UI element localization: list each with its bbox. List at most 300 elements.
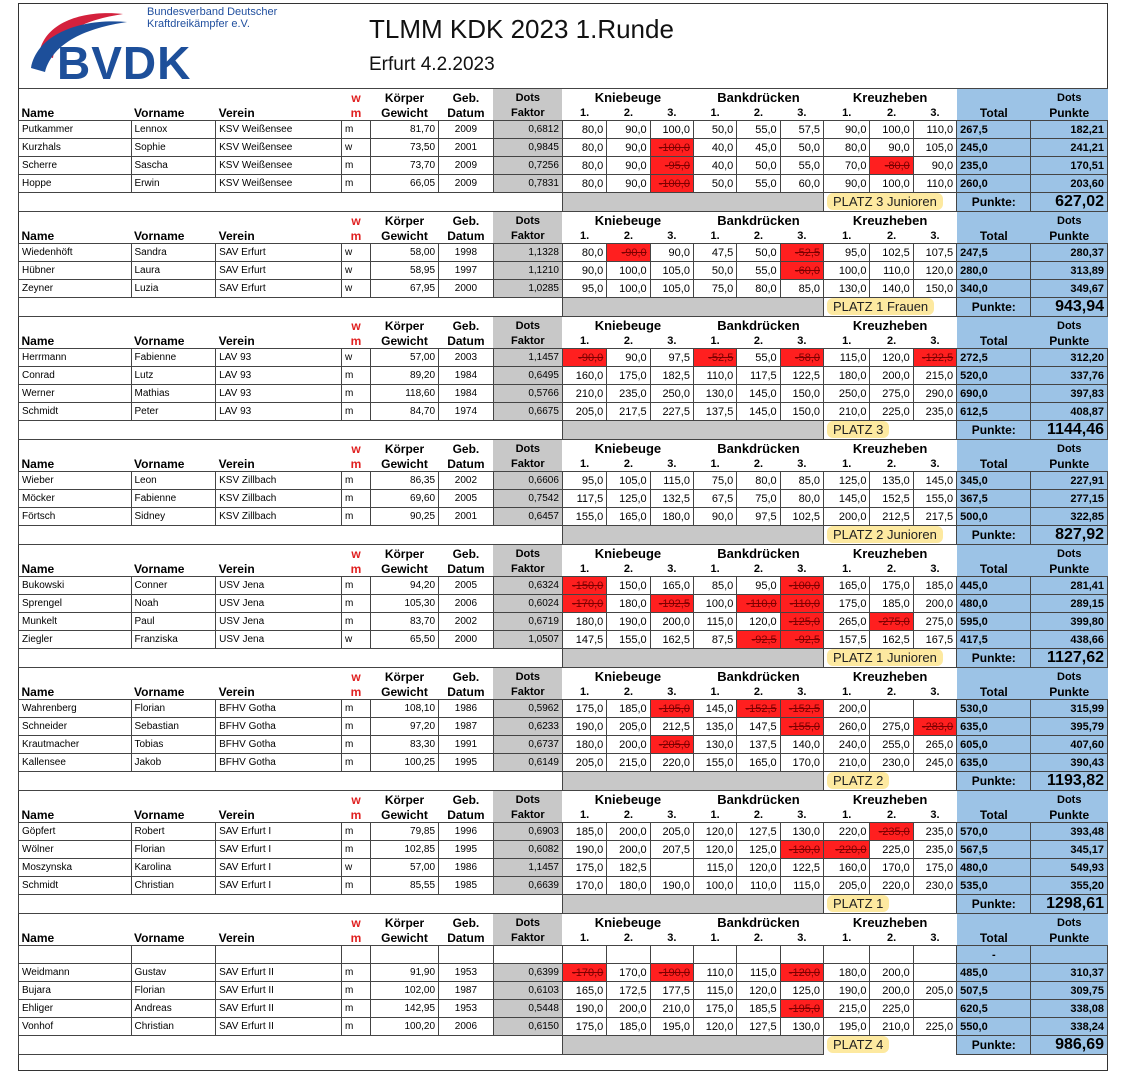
header-row xyxy=(19,791,1108,809)
lift-cell: 175,0 xyxy=(607,367,650,385)
lift-cell xyxy=(870,700,913,718)
athlete-vorname: Peter xyxy=(131,403,216,421)
athlete-verein: USV Jena xyxy=(216,613,342,631)
athlete-gewicht: 85,55 xyxy=(370,877,438,895)
punkte-cell: 313,89 xyxy=(1031,262,1108,280)
total-cell: 345,0 xyxy=(957,472,1031,490)
lift-cell: 185,0 xyxy=(607,1018,650,1036)
athlete-verein: KSV Weißensee xyxy=(216,157,342,175)
header-koerper: Körper xyxy=(370,791,438,809)
athlete-row xyxy=(19,175,1108,193)
athlete-wm: w xyxy=(342,262,371,280)
lift-cell: 275,0 xyxy=(870,718,913,736)
header-wm-w: w xyxy=(342,212,371,230)
summary-blank xyxy=(19,1036,563,1055)
failed-lift-cell: -190,0 xyxy=(650,964,693,982)
header-kniebeuge: Kniebeuge xyxy=(562,545,693,563)
placement-cell xyxy=(824,649,957,668)
header-wm-w: w xyxy=(342,317,371,335)
lift-cell: 115,0 xyxy=(780,877,823,895)
lift-cell: 190,0 xyxy=(562,1000,606,1018)
athlete-gewicht: 86,35 xyxy=(370,472,438,490)
athlete-faktor: 1,1457 xyxy=(493,859,562,877)
failed-lift-cell: -283,0 xyxy=(913,718,956,736)
athlete-verein: KSV Weißensee xyxy=(216,121,342,139)
lift-cell: 105,0 xyxy=(607,472,650,490)
header-attempt: 3. xyxy=(780,106,823,121)
header-datum: Datum xyxy=(439,334,494,349)
athlete-row xyxy=(19,1018,1108,1036)
lift-cell: 130,0 xyxy=(780,1018,823,1036)
total-cell: 272,5 xyxy=(957,349,1031,367)
lift-cell: 120,0 xyxy=(693,1018,736,1036)
athlete-row xyxy=(19,139,1108,157)
lift-cell: 75,0 xyxy=(693,472,736,490)
lift-cell: 100,0 xyxy=(693,595,736,613)
blank-cell xyxy=(737,946,780,964)
lift-cell: 230,0 xyxy=(913,877,956,895)
athlete-faktor: 0,5448 xyxy=(493,1000,562,1018)
lift-cell: 180,0 xyxy=(824,367,870,385)
blank-cell xyxy=(607,946,650,964)
athlete-vorname: Florian xyxy=(131,982,216,1000)
athlete-verein: SAV Erfurt xyxy=(216,262,342,280)
header-attempt: 3. xyxy=(780,229,823,244)
lift-cell: 155,0 xyxy=(913,490,956,508)
lift-cell: 200,0 xyxy=(607,736,650,754)
team-points: 827,92 xyxy=(1031,526,1108,545)
lift-cell: 170,0 xyxy=(870,859,913,877)
team-points: 1127,62 xyxy=(1031,649,1108,668)
athlete-vorname: Sascha xyxy=(131,157,216,175)
lift-cell: 175,0 xyxy=(870,577,913,595)
lift-cell: 185,5 xyxy=(737,1000,780,1018)
athlete-name: Göpfert xyxy=(19,823,132,841)
athlete-gewicht: 102,85 xyxy=(370,841,438,859)
total-cell: 480,0 xyxy=(957,595,1031,613)
header-koerper: Körper xyxy=(370,440,438,458)
punkte-cell: 338,08 xyxy=(1031,1000,1108,1018)
athlete-faktor: 0,6024 xyxy=(493,595,562,613)
athlete-row xyxy=(19,877,1108,895)
lift-cell: 210,0 xyxy=(562,385,606,403)
header-attempt: 1. xyxy=(562,931,606,946)
athlete-vorname: Noah xyxy=(131,595,216,613)
lift-cell: 235,0 xyxy=(913,841,956,859)
failed-lift-cell: -90,0 xyxy=(607,244,650,262)
header-attempt: 2. xyxy=(737,229,780,244)
lift-cell: 67,5 xyxy=(693,490,736,508)
header-blank xyxy=(957,440,1031,458)
lift-cell: 260,0 xyxy=(824,718,870,736)
lift-cell: 80,0 xyxy=(824,139,870,157)
header-attempt: 2. xyxy=(870,457,913,472)
header-attempt: 1. xyxy=(562,808,606,823)
punkte-cell: 349,67 xyxy=(1031,280,1108,298)
lift-cell: 180,0 xyxy=(824,964,870,982)
lift-cell: 157,5 xyxy=(824,631,870,649)
lift-cell: 80,0 xyxy=(737,280,780,298)
lift-cell: 185,0 xyxy=(607,700,650,718)
lift-cell: 175,0 xyxy=(693,1000,736,1018)
header-dots: Dots xyxy=(493,791,562,809)
sheet-header xyxy=(19,4,1107,88)
blank-cell xyxy=(870,946,913,964)
lift-cell: 265,0 xyxy=(824,613,870,631)
team-summary-row xyxy=(19,298,1108,317)
lift-cell: 117,5 xyxy=(562,490,606,508)
failed-lift-cell: -58,0 xyxy=(780,349,823,367)
athlete-row xyxy=(19,1000,1108,1018)
athlete-wm: m xyxy=(342,508,371,526)
punkte-cell: 438,66 xyxy=(1031,631,1108,649)
athlete-verein: SAV Erfurt I xyxy=(216,841,342,859)
lift-cell: 55,0 xyxy=(737,349,780,367)
lift-cell: 200,0 xyxy=(650,613,693,631)
header-punkte: Punkte xyxy=(1031,562,1108,577)
failed-lift-cell: -220,0 xyxy=(824,841,870,859)
athlete-faktor: 0,6675 xyxy=(493,403,562,421)
failed-lift-cell: -170,0 xyxy=(562,595,606,613)
lift-cell: 230,0 xyxy=(870,754,913,772)
athlete-faktor: 0,9845 xyxy=(493,139,562,157)
lift-cell: 175,0 xyxy=(824,595,870,613)
failed-lift-cell: -195,0 xyxy=(650,700,693,718)
header-dots: Dots xyxy=(1031,914,1108,932)
lift-cell: 185,0 xyxy=(562,823,606,841)
header-wm-w: w xyxy=(342,89,371,107)
total-cell: 690,0 xyxy=(957,385,1031,403)
header-verein: Verein xyxy=(216,106,342,121)
summary-gray xyxy=(562,649,823,668)
header-punkte: Punkte xyxy=(1031,229,1108,244)
lift-cell: 47,5 xyxy=(693,244,736,262)
athlete-vorname: Florian xyxy=(131,841,216,859)
header-blank xyxy=(131,89,216,107)
lift-cell: 100,0 xyxy=(870,175,913,193)
athlete-verein: SAV Erfurt I xyxy=(216,877,342,895)
athlete-wm: m xyxy=(342,964,371,982)
athlete-name: Wölner xyxy=(19,841,132,859)
lift-cell: 95,0 xyxy=(737,577,780,595)
header-row xyxy=(19,931,1108,946)
header-attempt: 2. xyxy=(607,457,650,472)
lift-cell: 225,0 xyxy=(870,403,913,421)
lift-cell: 120,0 xyxy=(737,859,780,877)
lift-cell: 95,0 xyxy=(562,280,606,298)
header-kreuzheben: Kreuzheben xyxy=(824,317,957,335)
total-cell: 267,5 xyxy=(957,121,1031,139)
placement-cell xyxy=(824,298,957,317)
athlete-wm: w xyxy=(342,859,371,877)
header-datum: Datum xyxy=(439,808,494,823)
header-punkte: Punkte xyxy=(1031,808,1108,823)
failed-lift-cell: -95,0 xyxy=(650,157,693,175)
header-wm-m: m xyxy=(342,931,371,946)
header-attempt: 3. xyxy=(913,334,956,349)
lift-cell: 162,5 xyxy=(650,631,693,649)
header-blank xyxy=(216,791,342,809)
athlete-name: Ziegler xyxy=(19,631,132,649)
header-attempt: 1. xyxy=(562,106,606,121)
lift-cell: 80,0 xyxy=(562,244,606,262)
lift-cell: 140,0 xyxy=(780,736,823,754)
lift-cell: 90,0 xyxy=(607,175,650,193)
punkte-cell: 280,37 xyxy=(1031,244,1108,262)
lift-cell: 180,0 xyxy=(607,877,650,895)
header-blank xyxy=(957,89,1031,107)
athlete-vorname: Christian xyxy=(131,1018,216,1036)
lift-cell: 210,0 xyxy=(650,1000,693,1018)
header-blank xyxy=(216,89,342,107)
header-blank xyxy=(957,317,1031,335)
athlete-verein: KSV Zillbach xyxy=(216,508,342,526)
athlete-vorname: Leon xyxy=(131,472,216,490)
failed-lift-cell: -205,0 xyxy=(650,736,693,754)
athlete-row xyxy=(19,700,1108,718)
punkte-cell: 355,20 xyxy=(1031,877,1108,895)
summary-gray xyxy=(562,193,823,212)
header-attempt: 3. xyxy=(780,457,823,472)
lift-cell: 90,0 xyxy=(824,121,870,139)
athlete-vorname: Luzia xyxy=(131,280,216,298)
failed-lift-cell: -155,0 xyxy=(780,718,823,736)
athlete-name: Zeyner xyxy=(19,280,132,298)
lift-cell: 75,0 xyxy=(737,490,780,508)
header-total: Total xyxy=(957,562,1031,577)
header-total: Total xyxy=(957,334,1031,349)
header-punkte: Punkte xyxy=(1031,106,1108,121)
header-datum: Datum xyxy=(439,562,494,577)
header-name: Name xyxy=(19,562,132,577)
lift-cell xyxy=(650,859,693,877)
header-row xyxy=(19,212,1108,230)
header-attempt: 2. xyxy=(607,808,650,823)
failed-lift-cell: -52,5 xyxy=(693,349,736,367)
lift-cell: 100,0 xyxy=(693,877,736,895)
athlete-wm: m xyxy=(342,175,371,193)
blank-cell xyxy=(131,946,216,964)
header-row xyxy=(19,106,1108,121)
blank-cell xyxy=(780,946,823,964)
athlete-faktor: 0,6812 xyxy=(493,121,562,139)
athlete-geb: 1986 xyxy=(439,859,494,877)
athlete-geb: 1987 xyxy=(439,718,494,736)
lift-cell: 45,0 xyxy=(737,139,780,157)
header-row xyxy=(19,562,1108,577)
athlete-verein: BFHV Gotha xyxy=(216,754,342,772)
header-vorname: Vorname xyxy=(131,106,216,121)
placement-badge: PLATZ 4 xyxy=(827,1036,889,1053)
lift-cell: 200,0 xyxy=(870,982,913,1000)
total-cell: 595,0 xyxy=(957,613,1031,631)
header-attempt: 3. xyxy=(780,685,823,700)
header-attempt: 2. xyxy=(870,106,913,121)
header-geb: Geb. xyxy=(439,914,494,932)
header-attempt: 2. xyxy=(737,334,780,349)
athlete-geb: 2006 xyxy=(439,1018,494,1036)
header-attempt: 3. xyxy=(650,334,693,349)
total-cell: 550,0 xyxy=(957,1018,1031,1036)
lift-cell: 162,5 xyxy=(870,631,913,649)
total-cell: 340,0 xyxy=(957,280,1031,298)
athlete-gewicht: 58,95 xyxy=(370,262,438,280)
athlete-vorname: Fabienne xyxy=(131,349,216,367)
header-datum: Datum xyxy=(439,931,494,946)
failed-lift-cell: -110,0 xyxy=(737,595,780,613)
lift-cell: 215,0 xyxy=(824,1000,870,1018)
lift-cell: 147,5 xyxy=(562,631,606,649)
lift-cell: 85,0 xyxy=(780,472,823,490)
athlete-wm: m xyxy=(342,700,371,718)
athlete-vorname: Karolina xyxy=(131,859,216,877)
lift-cell: 90,0 xyxy=(607,139,650,157)
team-summary-row xyxy=(19,772,1108,791)
athlete-wm: m xyxy=(342,841,371,859)
header-attempt: 3. xyxy=(650,685,693,700)
athlete-geb: 2000 xyxy=(439,280,494,298)
lift-cell: 125,0 xyxy=(780,982,823,1000)
punkte-cell: 399,80 xyxy=(1031,613,1108,631)
punkte-cell: 407,60 xyxy=(1031,736,1108,754)
header-datum: Datum xyxy=(439,685,494,700)
results-table xyxy=(18,88,1108,1055)
athlete-row xyxy=(19,964,1108,982)
header-wm-m: m xyxy=(342,229,371,244)
header-blank xyxy=(957,545,1031,563)
header-wm-m: m xyxy=(342,334,371,349)
athlete-geb: 1984 xyxy=(439,367,494,385)
lift-cell: 165,0 xyxy=(650,577,693,595)
header-name: Name xyxy=(19,808,132,823)
header-attempt: 2. xyxy=(607,562,650,577)
lift-cell: 147,5 xyxy=(737,718,780,736)
lift-cell: 90,0 xyxy=(607,157,650,175)
athlete-row xyxy=(19,385,1108,403)
lift-cell: 115,0 xyxy=(693,859,736,877)
athlete-faktor: 0,6639 xyxy=(493,877,562,895)
athlete-name: Wahrenberg xyxy=(19,700,132,718)
athlete-geb: 2002 xyxy=(439,613,494,631)
athlete-name: Wiedenhöft xyxy=(19,244,132,262)
athlete-faktor: 1,1210 xyxy=(493,262,562,280)
athlete-gewicht: 79,85 xyxy=(370,823,438,841)
logo-text: BVDK xyxy=(57,37,192,89)
lift-cell: 250,0 xyxy=(824,385,870,403)
lift-cell: 102,5 xyxy=(870,244,913,262)
lift-cell: 200,0 xyxy=(913,595,956,613)
header-attempt: 3. xyxy=(913,808,956,823)
failed-lift-cell: -90,0 xyxy=(562,349,606,367)
header-verein: Verein xyxy=(216,808,342,823)
punkte-cell: 310,37 xyxy=(1031,964,1108,982)
lift-cell: 190,0 xyxy=(650,877,693,895)
lift-cell: 115,0 xyxy=(693,982,736,1000)
athlete-faktor: 0,6495 xyxy=(493,367,562,385)
athlete-verein: KSV Weißensee xyxy=(216,139,342,157)
athlete-wm: m xyxy=(342,1000,371,1018)
lift-cell: 97,5 xyxy=(737,508,780,526)
failed-lift-cell: -130,0 xyxy=(780,841,823,859)
athlete-vorname: Gustav xyxy=(131,964,216,982)
lift-cell: 220,0 xyxy=(870,877,913,895)
header-dots: Dots xyxy=(493,89,562,107)
header-verein: Verein xyxy=(216,457,342,472)
header-koerper: Körper xyxy=(370,914,438,932)
athlete-row xyxy=(19,631,1108,649)
total-cell: 280,0 xyxy=(957,262,1031,280)
athlete-faktor: 0,6399 xyxy=(493,964,562,982)
header-kniebeuge: Kniebeuge xyxy=(562,317,693,335)
lift-cell: 100,0 xyxy=(607,262,650,280)
header-row xyxy=(19,685,1108,700)
punkte-cell: 227,91 xyxy=(1031,472,1108,490)
athlete-wm: m xyxy=(342,982,371,1000)
lift-cell: 235,0 xyxy=(913,823,956,841)
header-wm-w: w xyxy=(342,914,371,932)
athlete-name: Schmidt xyxy=(19,403,132,421)
total-cell: 507,5 xyxy=(957,982,1031,1000)
header-gewicht: Gewicht xyxy=(370,808,438,823)
header-geb: Geb. xyxy=(439,89,494,107)
athlete-wm: m xyxy=(342,472,371,490)
blank-cell xyxy=(19,946,132,964)
summary-gray xyxy=(562,421,823,440)
lift-cell: 180,0 xyxy=(562,613,606,631)
lift-cell: 155,0 xyxy=(562,508,606,526)
athlete-verein: BFHV Gotha xyxy=(216,718,342,736)
lift-cell: 225,0 xyxy=(913,1018,956,1036)
athlete-faktor: 0,6103 xyxy=(493,982,562,1000)
athlete-geb: 2000 xyxy=(439,631,494,649)
team-points: 1298,61 xyxy=(1031,895,1108,914)
header-attempt: 3. xyxy=(650,931,693,946)
athlete-name: Wieber xyxy=(19,472,132,490)
athlete-row xyxy=(19,367,1108,385)
athlete-name: Weidmann xyxy=(19,964,132,982)
total-cell: 612,5 xyxy=(957,403,1031,421)
lift-cell: 80,0 xyxy=(562,139,606,157)
failed-lift-cell: -110,0 xyxy=(780,595,823,613)
lift-cell: 110,0 xyxy=(693,367,736,385)
lift-cell: 170,0 xyxy=(607,964,650,982)
athlete-geb: 1987 xyxy=(439,982,494,1000)
header-faktor: Faktor xyxy=(493,808,562,823)
blank-cell xyxy=(493,946,562,964)
lift-cell: 110,0 xyxy=(913,121,956,139)
lift-cell: 225,0 xyxy=(870,1000,913,1018)
lift-cell: 150,0 xyxy=(780,385,823,403)
athlete-vorname: Conner xyxy=(131,577,216,595)
header-dots: Dots xyxy=(493,317,562,335)
lift-cell: 200,0 xyxy=(607,1000,650,1018)
summary-gray xyxy=(562,526,823,545)
athlete-faktor: 1,1328 xyxy=(493,244,562,262)
punkte-cell: 315,99 xyxy=(1031,700,1108,718)
lift-cell: 155,0 xyxy=(607,631,650,649)
failed-lift-cell: -192,5 xyxy=(650,595,693,613)
lift-cell xyxy=(913,1000,956,1018)
lift-cell: 210,0 xyxy=(870,1018,913,1036)
team-summary-row xyxy=(19,193,1108,212)
lift-cell: 175,0 xyxy=(562,700,606,718)
athlete-gewicht: 58,00 xyxy=(370,244,438,262)
lift-cell: 255,0 xyxy=(870,736,913,754)
athlete-vorname: Sidney xyxy=(131,508,216,526)
failed-lift-cell: -80,0 xyxy=(870,157,913,175)
placement-cell xyxy=(824,895,957,914)
lift-cell: 90,0 xyxy=(607,349,650,367)
